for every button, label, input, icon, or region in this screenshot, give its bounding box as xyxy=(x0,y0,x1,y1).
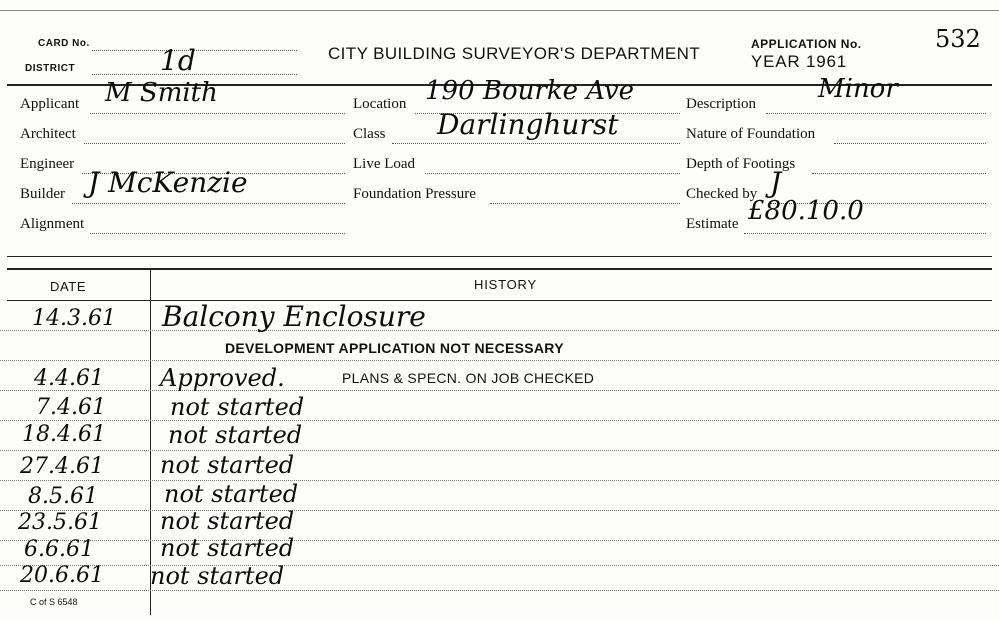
plans-checked-stamp: PLANS & SPECN. ON JOB CHECKED xyxy=(342,370,595,386)
year-label: YEAR 1961 xyxy=(751,52,848,71)
row-rule xyxy=(0,590,999,591)
applicant-label: Applicant xyxy=(20,96,80,112)
engineer-label: Engineer xyxy=(20,156,75,172)
estimate-line xyxy=(744,233,986,234)
history-date: 14.3.61 xyxy=(32,306,116,331)
form-code: C of S 6548 xyxy=(30,597,78,607)
history-date: 7.4.61 xyxy=(36,395,106,420)
date-column-header: DATE xyxy=(50,279,87,294)
application-label: APPLICATION No. xyxy=(751,37,862,51)
history-date: 8.5.61 xyxy=(28,484,98,509)
class-label: Class xyxy=(353,126,386,142)
alignment-label: Alignment xyxy=(20,216,85,232)
top-rule xyxy=(0,10,999,11)
row-rule xyxy=(0,390,999,391)
history-text: not started xyxy=(160,507,295,535)
row-rule xyxy=(0,450,999,451)
history-text: not started xyxy=(160,534,295,562)
row-rule xyxy=(0,540,999,541)
row-rule xyxy=(0,360,999,361)
foundation-pressure-line xyxy=(490,203,680,204)
description-value: Minor xyxy=(818,74,898,104)
builder-value: J McKenzie xyxy=(88,166,248,199)
history-text: Approved. xyxy=(160,364,285,392)
location-label: Location xyxy=(353,96,407,112)
depth-of-footings-label: Depth of Footings xyxy=(686,156,796,172)
application-number: 532 xyxy=(935,25,981,53)
architect-line xyxy=(84,143,345,144)
depth-of-footings-line xyxy=(812,173,986,174)
history-text: not started xyxy=(168,421,303,449)
history-text: not started xyxy=(150,562,285,590)
checked-by-label: Checked by xyxy=(686,186,758,202)
class-value: Darlinghurst xyxy=(437,108,619,141)
history-column-header: HISTORY xyxy=(474,277,537,292)
history-text: Balcony Enclosure xyxy=(162,300,426,333)
row-rule xyxy=(0,510,999,511)
history-date: 4.4.61 xyxy=(34,366,104,391)
history-text: not started xyxy=(160,451,295,479)
fields-bottom-rule xyxy=(7,256,992,257)
row-rule xyxy=(0,330,999,331)
history-text: not started xyxy=(170,393,305,421)
builder-label: Builder xyxy=(20,186,65,202)
history-date: 20.6.61 xyxy=(20,563,104,588)
checked-by-value: J xyxy=(770,166,782,199)
history-date: 23.5.61 xyxy=(18,510,102,535)
card-no-label: CARD No. xyxy=(38,38,90,49)
applicant-line xyxy=(90,113,345,114)
live-load-line xyxy=(425,173,680,174)
history-top-rule xyxy=(7,268,992,270)
history-text: not started xyxy=(164,480,299,508)
applicant-value: M Smith xyxy=(105,78,218,108)
nature-of-foundation-label: Nature of Foundation xyxy=(686,126,816,142)
architect-label: Architect xyxy=(20,126,76,142)
estimate-label: Estimate xyxy=(686,216,739,232)
district-label: DISTRICT xyxy=(25,63,76,74)
foundation-pressure-label: Foundation Pressure xyxy=(353,186,476,202)
development-stamp: DEVELOPMENT APPLICATION NOT NECESSARY xyxy=(225,340,564,356)
district-value: 1d xyxy=(160,44,196,77)
description-label: Description xyxy=(686,96,756,112)
estimate-value: £80.10.0 xyxy=(748,196,864,226)
history-header-rule xyxy=(7,300,992,301)
nature-of-foundation-line xyxy=(834,143,986,144)
history-date: 6.6.61 xyxy=(24,537,94,562)
live-load-label: Live Load xyxy=(353,156,416,172)
history-date: 27.4.61 xyxy=(20,454,104,479)
location-value: 190 Bourke Ave xyxy=(425,76,635,106)
row-rule xyxy=(0,480,999,481)
description-line xyxy=(766,113,986,114)
row-rule xyxy=(0,420,999,421)
class-line xyxy=(392,143,680,144)
alignment-line xyxy=(90,233,345,234)
history-date: 18.4.61 xyxy=(22,422,106,447)
builder-line xyxy=(72,203,345,204)
department-title: CITY BUILDING SURVEYOR'S DEPARTMENT xyxy=(328,44,701,63)
